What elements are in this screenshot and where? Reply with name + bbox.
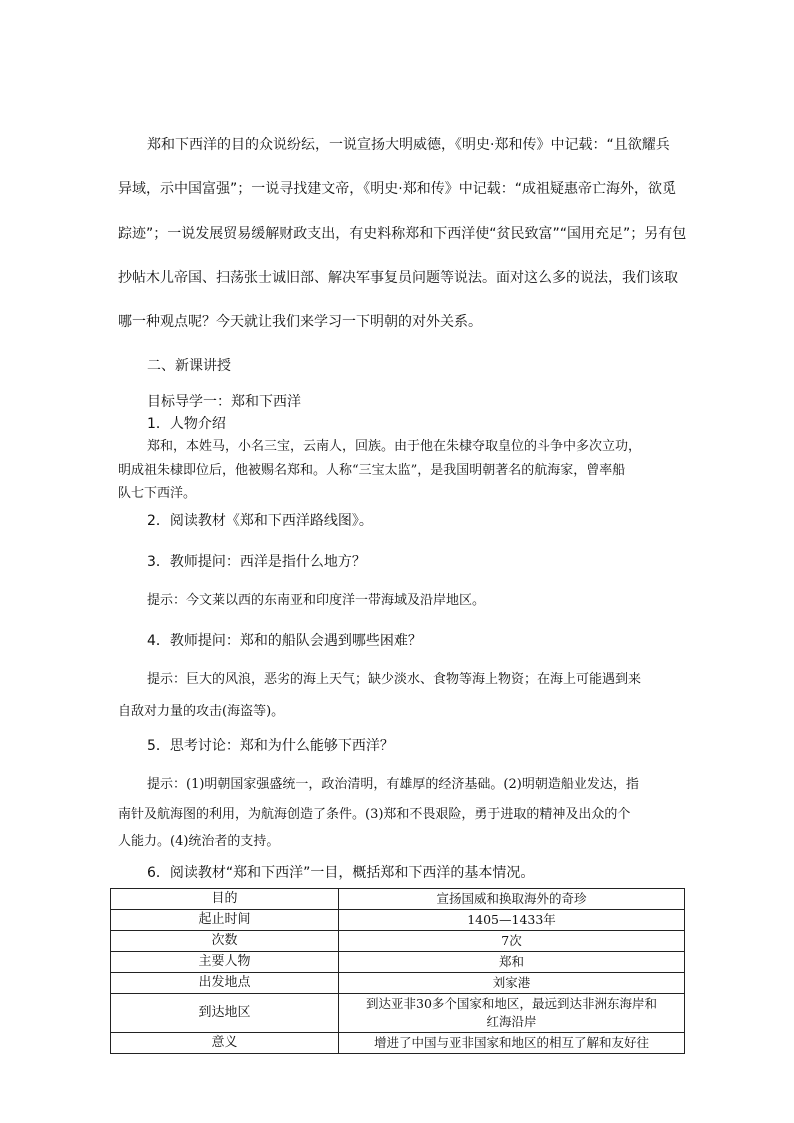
table-row xyxy=(111,952,685,973)
goal-heading: 目标导学一：郑和下西洋 xyxy=(147,394,301,410)
table-cell-label: 目的 xyxy=(111,889,339,910)
item4: 4．教师提问：郑和的船队会遇到哪些困难？ xyxy=(147,633,422,649)
intro-line-1: 郑和下西洋的目的众说纷纭，一说宣扬大明威德，《明史·郑和传》中记载：“且欲耀兵 xyxy=(147,137,670,153)
intro-line-2: 异域，示中国富强”；一说寻找建文帝，《明史·郑和传》中记载：“成祖疑惠帝亡海外，欲觅 xyxy=(118,181,676,197)
table-cell-value: 宣扬国威和换取海外的奇珍 xyxy=(339,889,685,910)
hint5-line-2: 南针及航海图的利用，为航海创造了条件。(3)郑和不畏艰险，勇于进取的精神及出众的个 xyxy=(118,807,631,822)
table-cell-label: 意义 xyxy=(111,1033,339,1054)
table-row xyxy=(111,1033,685,1054)
intro-line-3: 踪迹”；一说发展贸易缓解财政支出，有史料称郑和下西洋使“贫民致富”“国用充足”；另有包 xyxy=(118,226,687,242)
table-cell-label: 出发地点 xyxy=(111,973,339,994)
table-row xyxy=(111,931,685,952)
bio-line-1: 郑和，本姓马，小名三宝，云南人，回族。由于他在朱棣夺取皇位的斗争中多次立功， xyxy=(147,439,642,454)
item6: 6．阅读教材“郑和下西洋”一目，概括郑和下西洋的基本情况。 xyxy=(147,865,535,881)
table-row xyxy=(111,994,685,1033)
table-cell-label: 次数 xyxy=(111,931,339,952)
table-cell-value: 1405—1433年 xyxy=(339,910,685,931)
zhenghe-summary-table xyxy=(110,888,685,1054)
table-cell-value: 刘家港 xyxy=(339,973,685,994)
table-row xyxy=(111,910,685,931)
table-cell-value xyxy=(339,994,685,1033)
item2: 2．阅读教材《郑和下西洋路线图》。 xyxy=(147,513,373,529)
hint4-line-2: 自敌对力量的攻击(海盗等)。 xyxy=(118,704,285,719)
table-cell-value-line: 红海沿岸 xyxy=(486,1014,537,1029)
intro-line-5: 哪一种观点呢？今天就让我们来学习一下明朝的对外关系。 xyxy=(118,314,482,330)
table-row xyxy=(111,889,685,910)
hint4-line-1: 提示：巨大的风浪，恶劣的海上天气；缺少淡水、食物等海上物资；在海上可能遇到来 xyxy=(147,672,642,687)
bio-line-3: 队七下西洋。 xyxy=(118,486,197,501)
intro-line-4: 抄帖木儿帝国、扫荡张士诚旧部、解决军事复员问题等说法。面对这么多的说法，我们该取 xyxy=(118,270,678,286)
item5: 5．思考讨论：郑和为什么能够下西洋？ xyxy=(147,738,394,754)
bio-line-2: 明成祖朱棣即位后，他被赐名郑和。人称“三宝太监”，是我国明朝著名的航海家，曾率船 xyxy=(118,463,626,478)
table-cell-value-line: 到达亚非30多个国家和地区，最远到达非洲东海岸和 xyxy=(366,996,657,1011)
hint5-line-1: 提示：(1)明朝国家强盛统一，政治清明，有雄厚的经济基础。(2)明朝造船业发达，指 xyxy=(147,777,639,792)
table-cell-label: 到达地区 xyxy=(111,994,339,1033)
item1-heading: 1．人物介绍 xyxy=(147,416,226,432)
hint5-line-3: 人能力。(4)统治者的支持。 xyxy=(118,834,280,849)
table-cell-value: 7次 xyxy=(339,931,685,952)
table-cell-label: 起止时间 xyxy=(111,910,339,931)
section-heading: 二、新课讲授 xyxy=(147,358,231,374)
hint3: 提示：今文莱以西的东南亚和印度洋一带海域及沿岸地区。 xyxy=(147,593,486,608)
table-cell-label: 主要人物 xyxy=(111,952,339,973)
table-cell-value: 郑和 xyxy=(339,952,685,973)
table-row xyxy=(111,973,685,994)
item3: 3．教师提问：西洋是指什么地方？ xyxy=(147,554,366,570)
table-cell-value: 增进了中国与亚非国家和地区的相互了解和友好往 xyxy=(339,1033,685,1054)
